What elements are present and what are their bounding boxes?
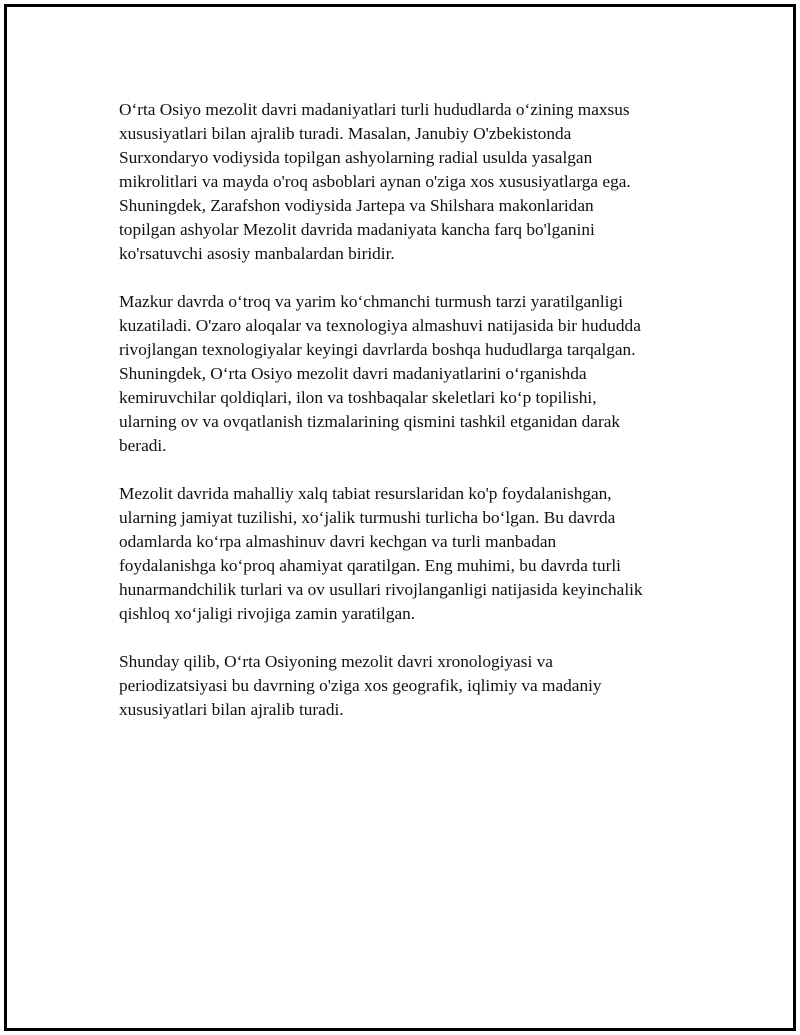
paragraph-line: Shunday qilib, O‘rta Osiyoning mezolit davri xronologiyasi va xyxy=(119,652,553,671)
paragraph-line: Mazkur davrda o‘troq va yarim ko‘chmanchi turmush tarzi yaratilganligi xyxy=(119,292,623,311)
paragraph-line: xususiyatlari bilan ajralib turadi. Masalan, Janubiy O'zbekistonda xyxy=(119,124,572,143)
paragraph-line: qishloq xo‘jaligi rivojiga zamin yaratilgan. xyxy=(119,604,416,623)
paragraph-line: beradi. xyxy=(119,436,167,455)
paragraph-1 xyxy=(119,98,699,266)
paragraph-line: Shuningdek, O‘rta Osiyo mezolit davri madaniyatlarini o‘rganishda xyxy=(119,364,587,383)
paragraph-line: kemiruvchilar qoldiqlari, ilon va toshbaqalar skeletlari ko‘p topilishi, xyxy=(119,388,597,407)
paragraph-2 xyxy=(119,290,699,458)
paragraph-line: Mezolit davrida mahalliy xalq tabiat resurslaridan ko'p foydalanishgan, xyxy=(119,484,612,503)
paragraph-line: foydalanishga ko‘proq ahamiyat qaratilgan. Eng muhimi, bu davrda turli xyxy=(119,556,621,575)
paragraph-line: Surxondaryo vodiysida topilgan ashyolarning radial usulda yasalgan xyxy=(119,148,593,167)
paragraph-line: xususiyatlari bilan ajralib turadi. xyxy=(119,700,344,719)
paragraph-line: ko'rsatuvchi asosiy manbalardan biridir. xyxy=(119,244,395,263)
paragraph-line: topilgan ashyolar Mezolit davrida madaniyata kancha farq bo'lganini xyxy=(119,220,595,239)
paragraph-line: periodizatsiyasi bu davrning o'ziga xos geografik, iqlimiy va madaniy xyxy=(119,676,602,695)
paragraph-line: O‘rta Osiyo mezolit davri madaniyatlari turli hududlarda o‘zining maxsus xyxy=(119,100,630,119)
paragraph-line: odamlarda ko‘rpa almashinuv davri kechgan va turli manbadan xyxy=(119,532,557,551)
paragraph-3 xyxy=(119,482,699,626)
paragraph-line: kuzatiladi. O'zaro aloqalar va texnologiya almashuvi natijasida bir hududda xyxy=(119,316,641,335)
paragraph-line: ularning ov va ovqatlanish tizmalarining qismini tashkil etganidan darak xyxy=(119,412,621,431)
paragraph-line: mikrolitlari va mayda o'roq asboblari aynan o'ziga xos xususiyatlarga ega. xyxy=(119,172,631,191)
paragraph-line: ularning jamiyat tuzilishi, xo‘jalik turmushi turlicha bo‘lgan. Bu davrda xyxy=(119,508,616,527)
paragraph-line: Shuningdek, Zarafshon vodiysida Jartepa va Shilshara makonlaridan xyxy=(119,196,594,215)
paragraph-line: rivojlangan texnologiyalar keyingi davrlarda boshqa hududlarga tarqalgan. xyxy=(119,340,636,359)
paragraph-line: hunarmandchilik turlari va ov usullari rivojlanganligi natijasida keyinchalik xyxy=(119,580,643,599)
document-body xyxy=(119,98,699,746)
paragraph-4 xyxy=(119,650,699,722)
page-border xyxy=(4,4,796,1031)
